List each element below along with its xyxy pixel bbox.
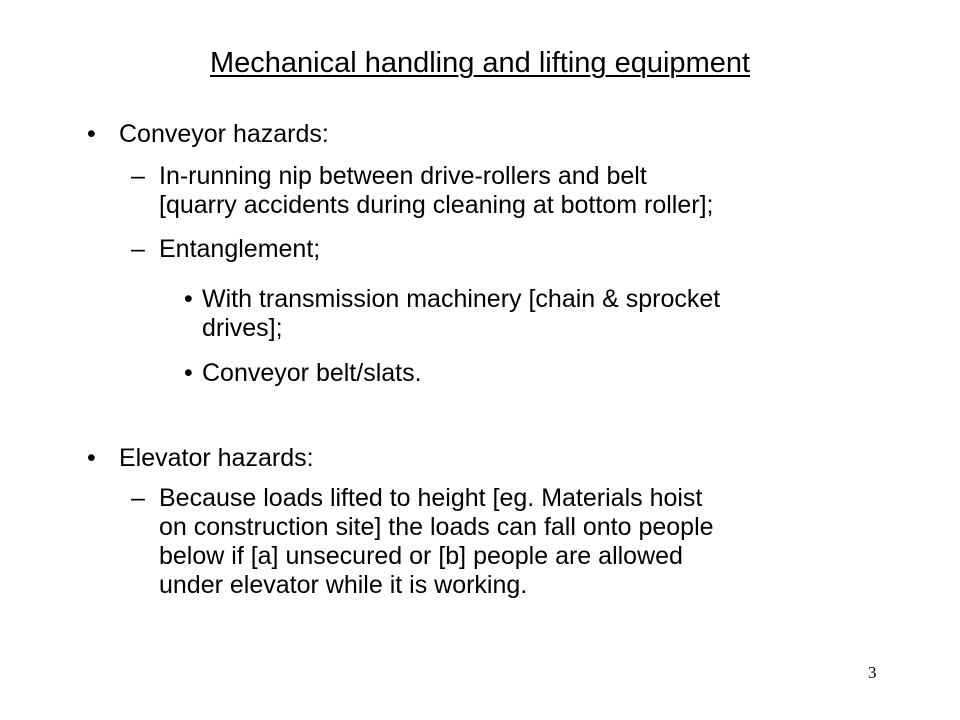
bullet-elevator: • bbox=[87, 444, 96, 472]
loads-line-4: under elevator while it is working. bbox=[159, 571, 528, 599]
slide-title: Mechanical handling and lifting equipment bbox=[209, 47, 751, 79]
dash-nip: – bbox=[131, 162, 145, 190]
bullet-transmission: • bbox=[184, 285, 193, 313]
loads-line-3: below if [a] unsecured or [b] people are allowed bbox=[159, 542, 683, 570]
transmission-line-2: drives]; bbox=[202, 314, 283, 342]
conveyor-belt-slats: Conveyor belt/slats. bbox=[202, 359, 422, 387]
transmission-line-1: With transmission machinery [chain & sprocket bbox=[202, 285, 721, 313]
nip-line-2: [quarry accidents during cleaning at bottom roller]; bbox=[159, 191, 714, 219]
nip-line-1: In-running nip between drive-rollers and belt bbox=[159, 162, 647, 190]
dash-loads: – bbox=[131, 484, 145, 512]
loads-line-1: Because loads lifted to height [eg. Materials hoist bbox=[159, 484, 703, 512]
bullet-belt: • bbox=[184, 359, 193, 387]
dash-entanglement: – bbox=[131, 235, 145, 263]
loads-line-2: on construction site] the loads can fall onto people bbox=[159, 513, 714, 541]
heading-conveyor-hazards: Conveyor hazards: bbox=[119, 120, 329, 148]
bullet-conveyor: • bbox=[87, 120, 96, 148]
heading-elevator-hazards: Elevator hazards: bbox=[119, 444, 314, 472]
entanglement-label: Entanglement; bbox=[159, 235, 321, 263]
page-number: 3 bbox=[868, 663, 877, 682]
